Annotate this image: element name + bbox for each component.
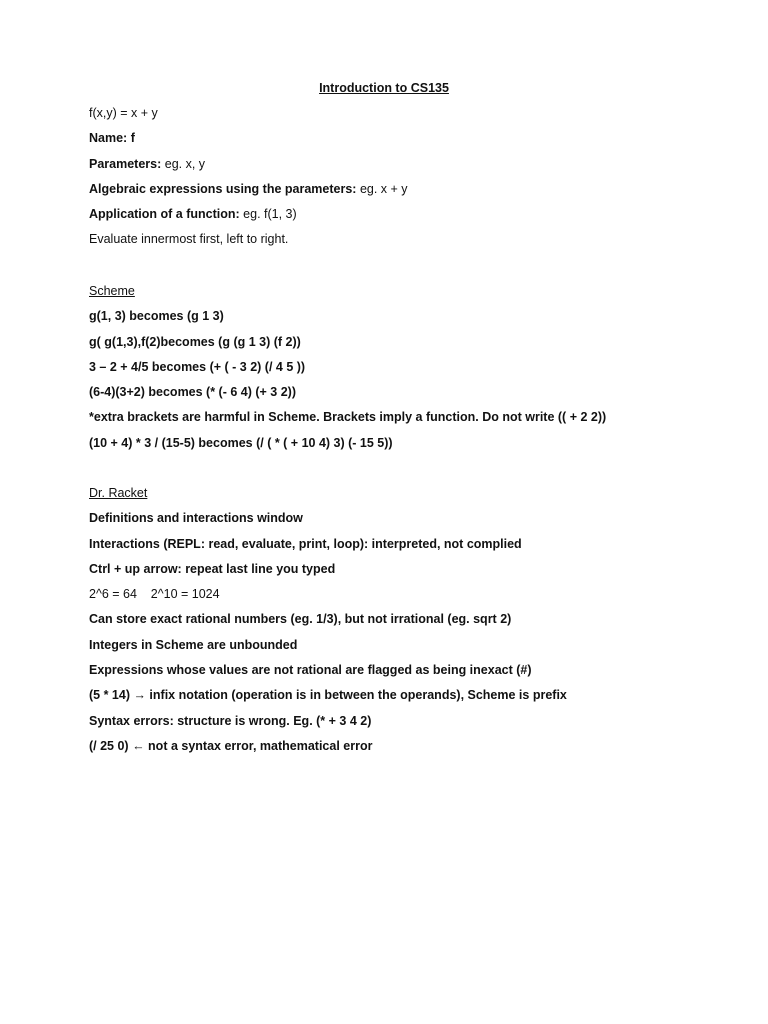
name-label: Name: bbox=[89, 131, 128, 146]
racket-line: Definitions and interactions window bbox=[89, 511, 303, 526]
application-value: eg. f(1, 3) bbox=[239, 207, 297, 222]
racket-line: 2^6 = 64 2^10 = 1024 bbox=[89, 587, 220, 602]
page-title: Introduction to CS135 bbox=[319, 81, 449, 95]
racket-line: Syntax errors: structure is wrong. Eg. (* + 3 4 2) bbox=[89, 713, 372, 728]
racket-line: (5 * 14) → infix notation (operation is in between the operands), Scheme is prefix bbox=[89, 688, 567, 703]
algebraic-label: Algebraic expressions using the parameters: bbox=[89, 181, 357, 196]
parameters-value: eg. x, y bbox=[161, 156, 206, 171]
racket-line: (/ 25 0) ← not a syntax error, mathematical error bbox=[89, 738, 373, 753]
scheme-line: g(1, 3) becomes (g 1 3) bbox=[89, 309, 224, 324]
scheme-line: (10 + 4) * 3 / (15-5) becomes (/ ( * ( + 10 4) 3) (- 15 5)) bbox=[89, 435, 393, 450]
scheme-line: (6-4)(3+2) becomes (* (- 6 4) (+ 3 2)) bbox=[89, 385, 297, 400]
parameters-line bbox=[89, 156, 729, 181]
application-label: Application of a function: bbox=[89, 207, 240, 222]
racket-line: Integers in Scheme are unbounded bbox=[89, 637, 298, 652]
scheme-line: 3 – 2 + 4/5 becomes (+ ( - 3 2) (/ 4 5 )) bbox=[89, 359, 306, 374]
name-value: f bbox=[127, 131, 135, 146]
intro-section bbox=[89, 105, 729, 257]
scheme-section bbox=[89, 283, 729, 460]
name-line bbox=[89, 130, 729, 155]
function-definition: f(x,y) = x + y bbox=[89, 106, 158, 120]
scheme-heading: Scheme bbox=[89, 284, 135, 298]
parameters-label: Parameters: bbox=[89, 156, 162, 171]
racket-line: Expressions whose values are not rational are flagged as being inexact (#) bbox=[89, 663, 532, 678]
application-line bbox=[89, 206, 729, 231]
evaluate-line: Evaluate innermost first, left to right. bbox=[89, 232, 289, 247]
scheme-line: g( g(1,3),f(2)becomes (g (g 1 3) (f 2)) bbox=[89, 334, 301, 349]
algebraic-line bbox=[89, 181, 729, 206]
racket-line: Ctrl + up arrow: repeat last line you typed bbox=[89, 561, 336, 576]
scheme-line: *extra brackets are harmful in Scheme. Brackets imply a function. Do not write (( + 2 2)) bbox=[89, 410, 607, 425]
racket-line: Can store exact rational numbers (eg. 1/3), but not irrational (eg. sqrt 2) bbox=[89, 612, 512, 627]
racket-heading: Dr. Racket bbox=[89, 486, 148, 500]
racket-line: Interactions (REPL: read, evaluate, print, loop): interpreted, not complied bbox=[89, 536, 522, 551]
racket-section bbox=[89, 485, 729, 763]
algebraic-value: eg. x + y bbox=[356, 181, 408, 196]
